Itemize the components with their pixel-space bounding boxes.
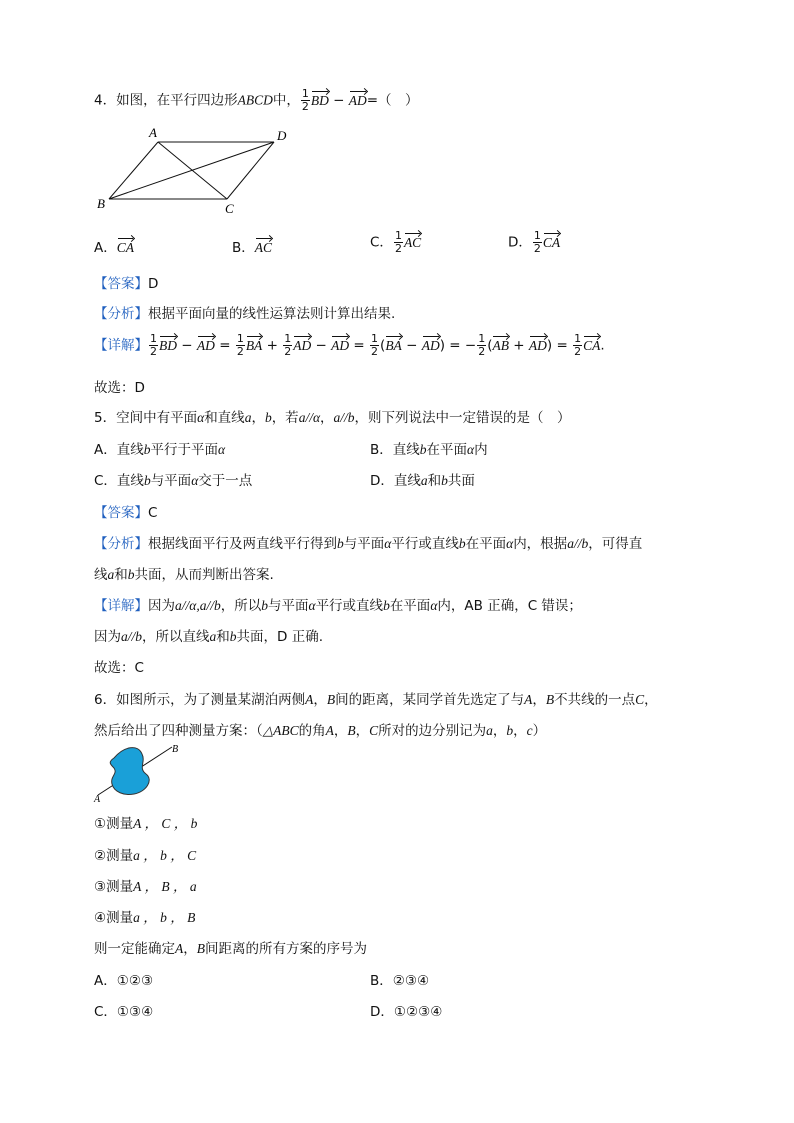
q5-option-d: D．直线a和b共面 xyxy=(370,473,475,489)
q5-analysis: 【分析】根据线面平行及两直线平行得到b与平面α平行或直线b在平面α内，根据a//b，可得直 xyxy=(94,536,643,552)
q4-option-b: B．AC xyxy=(232,240,273,256)
q4-option-d: D． $\frac{1}{2}$ CA xyxy=(508,229,561,255)
q4-detail: 【详解】 $\frac{1}{2}$ BD − AD = $\frac{1}{2}$ BA + $\frac{1}{2}$ AD − AD = $\frac{1}{2}$ (BA − AD) = − $\frac{1}{2}$ (AB + AD) = $\frac{1}{2}$ CA. xyxy=(94,332,605,358)
q4-option-c: C． $\frac{1}{2}$ AC xyxy=(370,229,422,255)
q5-conclusion: 故选：C xyxy=(94,660,144,676)
q4-stem: 4．如图，在平行四边形ABCD中， $\frac{1}{2}$ BD − AD=（ ） xyxy=(94,87,419,113)
q4-option-a: A．CA xyxy=(94,240,135,256)
point-b-label: B xyxy=(172,744,179,755)
vertex-b-label: B xyxy=(97,196,105,211)
q4-answer: 【答案】D xyxy=(94,276,159,292)
lake-figure xyxy=(90,740,190,806)
q4-conclusion: 故选：D xyxy=(94,380,145,396)
q5-option-a: A．直线b平行于平面α xyxy=(94,442,226,458)
q5-option-c: C．直线b与平面α交于一点 xyxy=(94,473,253,489)
q6-option-d: D．①②③④ xyxy=(370,1004,443,1020)
q4-analysis: 【分析】根据平面向量的线性运算法则计算出结果. xyxy=(94,306,396,322)
q5-option-b: B．直线b在平面α内 xyxy=(370,442,488,458)
q6-stem: 6．如图所示，为了测量某湖泊两侧A，B间的距离，某同学首先选定了与A，B不共线的一点C， xyxy=(94,692,658,708)
q5-detail-cont: 因为a//b，所以直线a和b共面，D 正确. xyxy=(94,629,323,645)
q6-option-b: B．②③④ xyxy=(370,973,430,989)
vertex-d-label: D xyxy=(277,128,287,143)
q6-stem-cont: 然后给出了四种测量方案：（△ABC的角A，B，C所对的边分别记为a，b，c） xyxy=(94,723,547,739)
q5-answer: 【答案】C xyxy=(94,505,158,521)
q6-plan-1: ①测量A ， C ， b xyxy=(94,816,198,832)
q6-plan-3: ③测量A ， B ， a xyxy=(94,879,197,895)
q6-plan-2: ②测量a ， b ， C xyxy=(94,848,197,864)
q5-detail: 【详解】因为a//α,a//b，所以b与平面α平行或直线b在平面α内，AB 正确，C 错误； xyxy=(94,598,582,614)
q6-option-c: C．①③④ xyxy=(94,1004,154,1020)
vertex-a-label: A xyxy=(149,125,157,140)
q6-plan-4: ④测量a ， b ， B xyxy=(94,910,196,926)
point-a-label: A xyxy=(94,794,101,805)
parallelogram-figure xyxy=(92,122,302,217)
vertex-c-label: C xyxy=(225,201,234,216)
q5-analysis-cont: 线a和b共面，从而判断出答案. xyxy=(94,567,274,583)
q5-stem: 5．空间中有平面α和直线a，b，若a//α，a//b，则下列说法中一定错误的是（ ） xyxy=(94,410,571,426)
q6-option-a: A．①②③ xyxy=(94,973,154,989)
q6-question: 则一定能确定A，B间距离的所有方案的序号为 xyxy=(94,941,367,957)
